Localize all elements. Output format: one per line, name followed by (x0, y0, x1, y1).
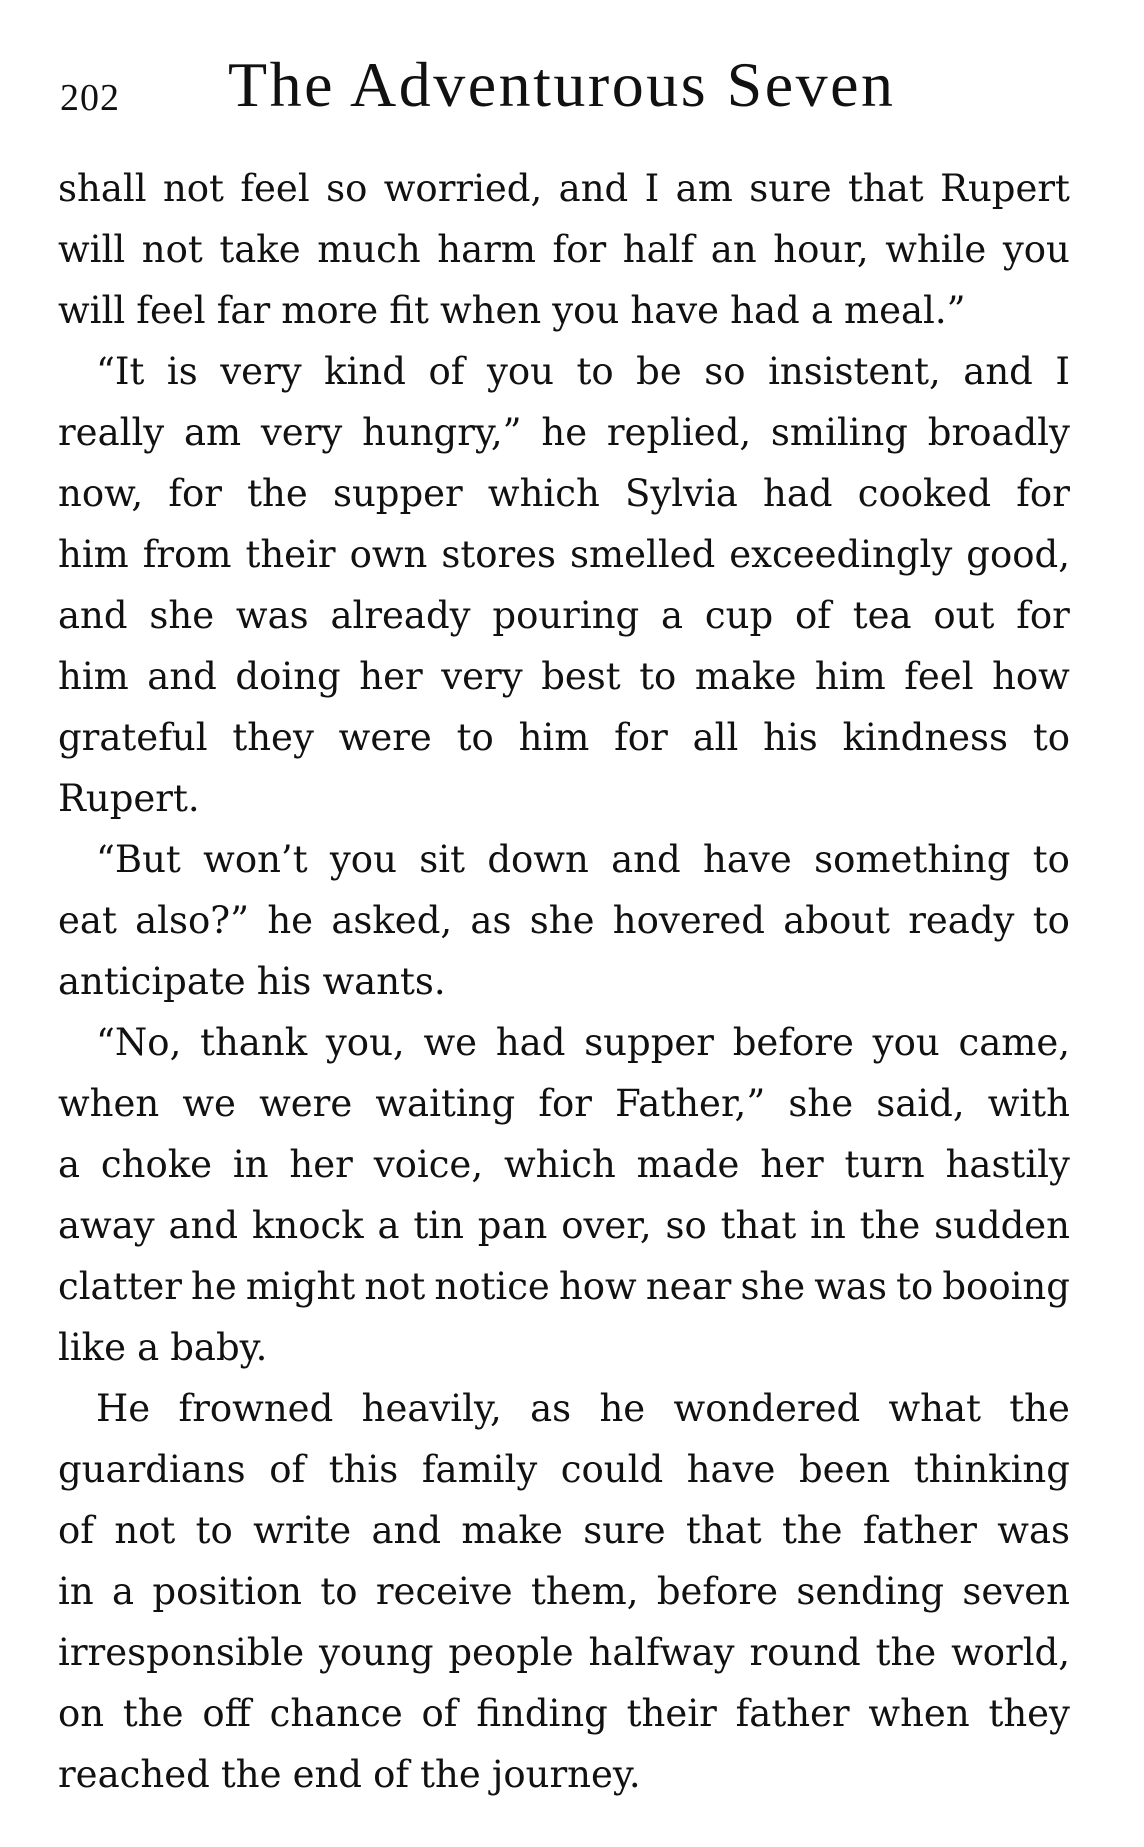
text-line: “It is very kind of you to be so insistent, and I (96, 350, 1070, 393)
text-line: “But won’t you sit down and have something to (96, 838, 1070, 881)
text-line: eat also?” he asked, as she hovered about ready to (58, 899, 1070, 942)
text-line: of not to write and make sure that the father was (58, 1509, 1070, 1552)
text-line: reached the end of the journey. (58, 1753, 641, 1796)
text-line: guardians of this family could have been thinking (58, 1448, 1070, 1491)
body-text (58, 158, 1070, 1805)
text-line: and she was already pouring a cup of tea out for (58, 594, 1070, 637)
running-head (58, 48, 1068, 128)
text-line: when we were waiting for Father,” she said, with (58, 1082, 1070, 1125)
text-line: away and knock a tin pan over, so that in the sudden (58, 1204, 1070, 1247)
text-line: He frowned heavily, as he wondered what the (96, 1387, 1070, 1430)
text-line: a choke in her voice, which made her turn hastily (58, 1143, 1070, 1186)
text-line: grateful they were to him for all his kindness to (58, 716, 1070, 759)
text-line: in a position to receive them, before sending seven (58, 1570, 1070, 1613)
page-number: 202 (60, 77, 120, 119)
text-line: now, for the supper which Sylvia had cooked for (58, 472, 1070, 515)
text-line: Rupert. (58, 777, 200, 820)
text-line: like a baby. (58, 1326, 268, 1369)
text-line: him from their own stores smelled exceedingly good, (58, 533, 1070, 576)
text-line: on the off chance of finding their father when they (58, 1692, 1070, 1735)
text-line: anticipate his wants. (58, 960, 446, 1003)
text-line: will feel far more fit when you have had a meal.” (58, 289, 966, 332)
text-line: will not take much harm for half an hour, while you (58, 228, 1070, 271)
text-line: clatter he might not notice how near she was to booing (58, 1265, 1070, 1308)
book-title: The Adventurous Seven (228, 49, 896, 120)
text-line: him and doing her very best to make him feel how (58, 655, 1070, 698)
text-line: really am very hungry,” he replied, smiling broadly (58, 411, 1070, 454)
text-line: shall not feel so worried, and I am sure that Rupert (58, 167, 1070, 210)
text-line: “No, thank you, we had supper before you came, (96, 1021, 1070, 1064)
text-line: irresponsible young people halfway round the world, (58, 1631, 1070, 1674)
